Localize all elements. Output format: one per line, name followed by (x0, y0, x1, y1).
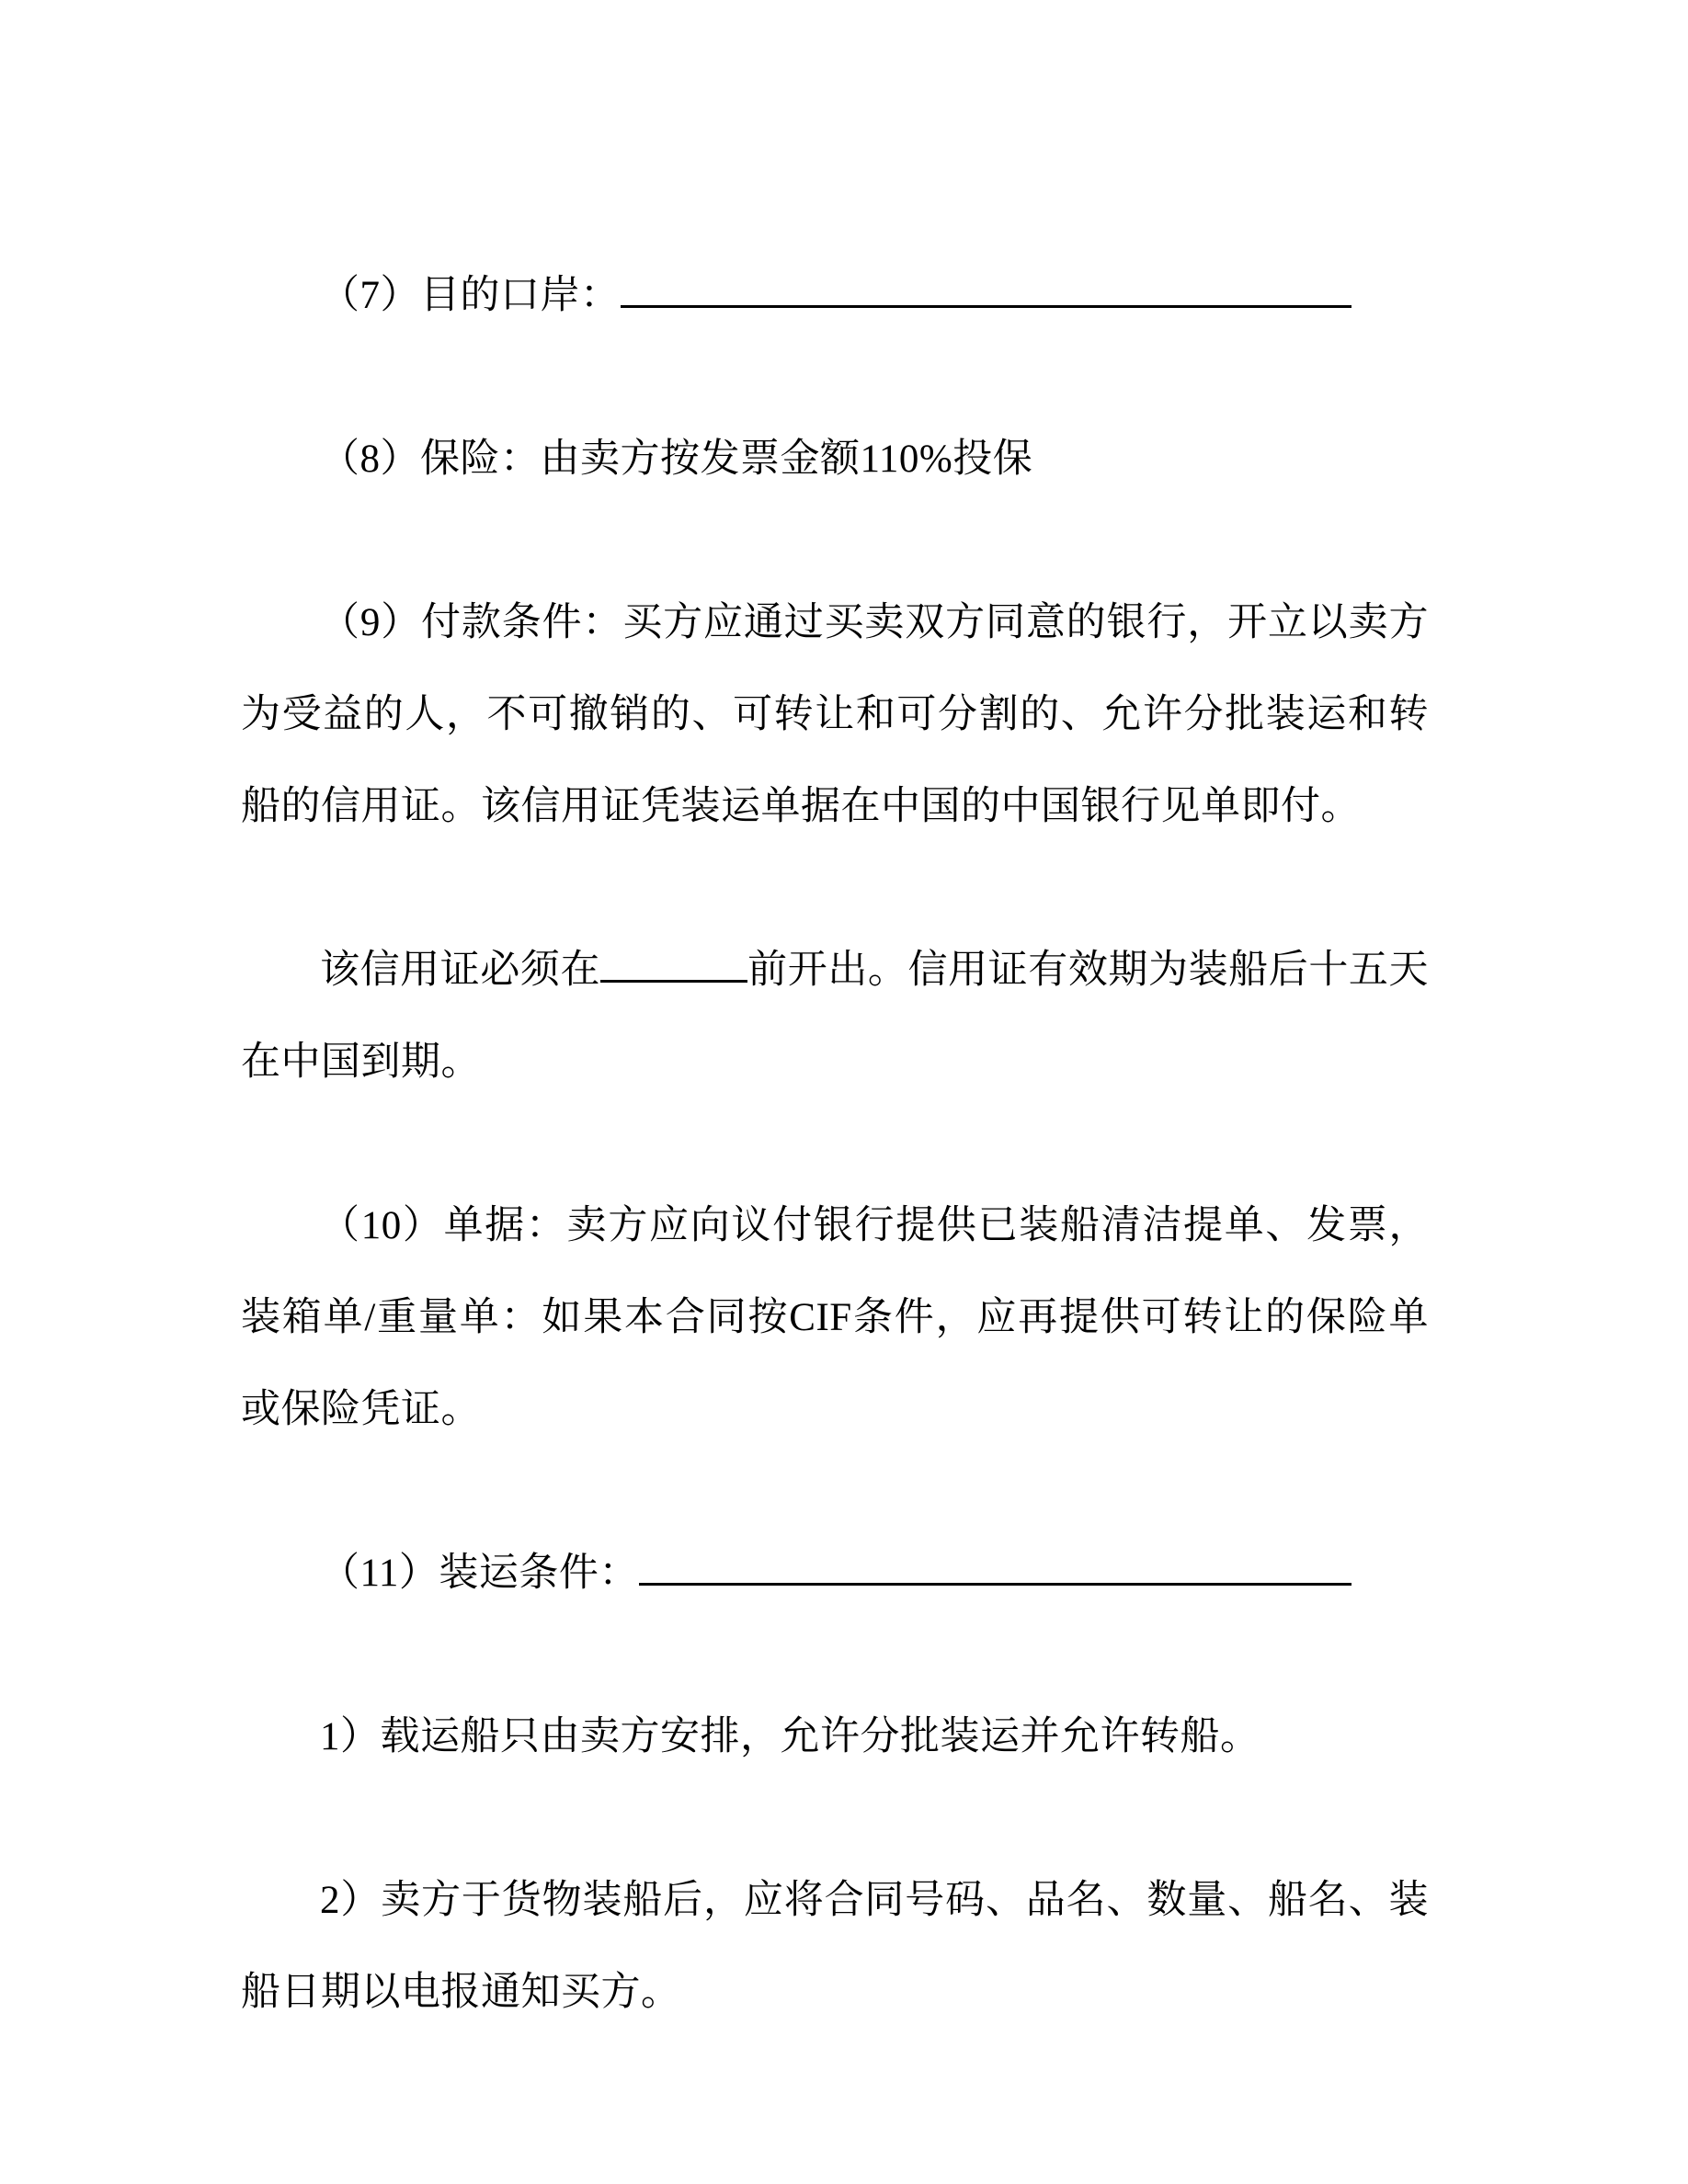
blank-underline-field (621, 271, 1352, 308)
text-run: （11）装运条件： (320, 1552, 639, 1595)
document-body (241, 250, 1429, 2039)
paragraph-credit-term (241, 925, 1429, 1109)
text-run: （10）单据：卖方应向议付银行提供已装船清洁提单、发票，装箱单/重量单：如果本合同按CIF条件，应再提供可转让的保险单或保险凭证。 (241, 1204, 1429, 1431)
text-run: 1）载运船只由卖方安排，允许分批装运并允许转船。 (320, 1715, 1260, 1758)
text-run: 2）卖方于货物装船后，应将合同号码、品名、数量、船名、装船日期以电报通知买方。 (241, 1879, 1429, 2014)
paragraph-item-7 (241, 250, 1429, 342)
paragraph-sub-2 (241, 1855, 1429, 2039)
paragraph-item-9 (241, 577, 1429, 853)
text-run: （7）目的口岸： (320, 274, 621, 317)
text-run: （8）保险：由卖方按发票金额110%投保 (320, 438, 1033, 481)
blank-underline-field (600, 946, 747, 983)
paragraph-item-8 (241, 414, 1429, 506)
paragraph-item-11 (241, 1528, 1429, 1620)
text-run: 前开出。信用证有效期为装船后十五天在中国到期。 (241, 949, 1430, 1084)
text-run: （9）付款条件：买方应通过买卖双方同意的银行，开立以卖方为受益的人，不可撤销的、可转让和可分割的、允许分批装运和转船的信用证。该信用证凭装运单据在中国的中国银行见单即付。 (241, 601, 1429, 828)
paragraph-sub-1 (241, 1691, 1429, 1783)
blank-underline-field (639, 1549, 1352, 1586)
paragraph-item-10 (241, 1180, 1429, 1456)
text-run: 该信用证必须在 (320, 949, 601, 992)
